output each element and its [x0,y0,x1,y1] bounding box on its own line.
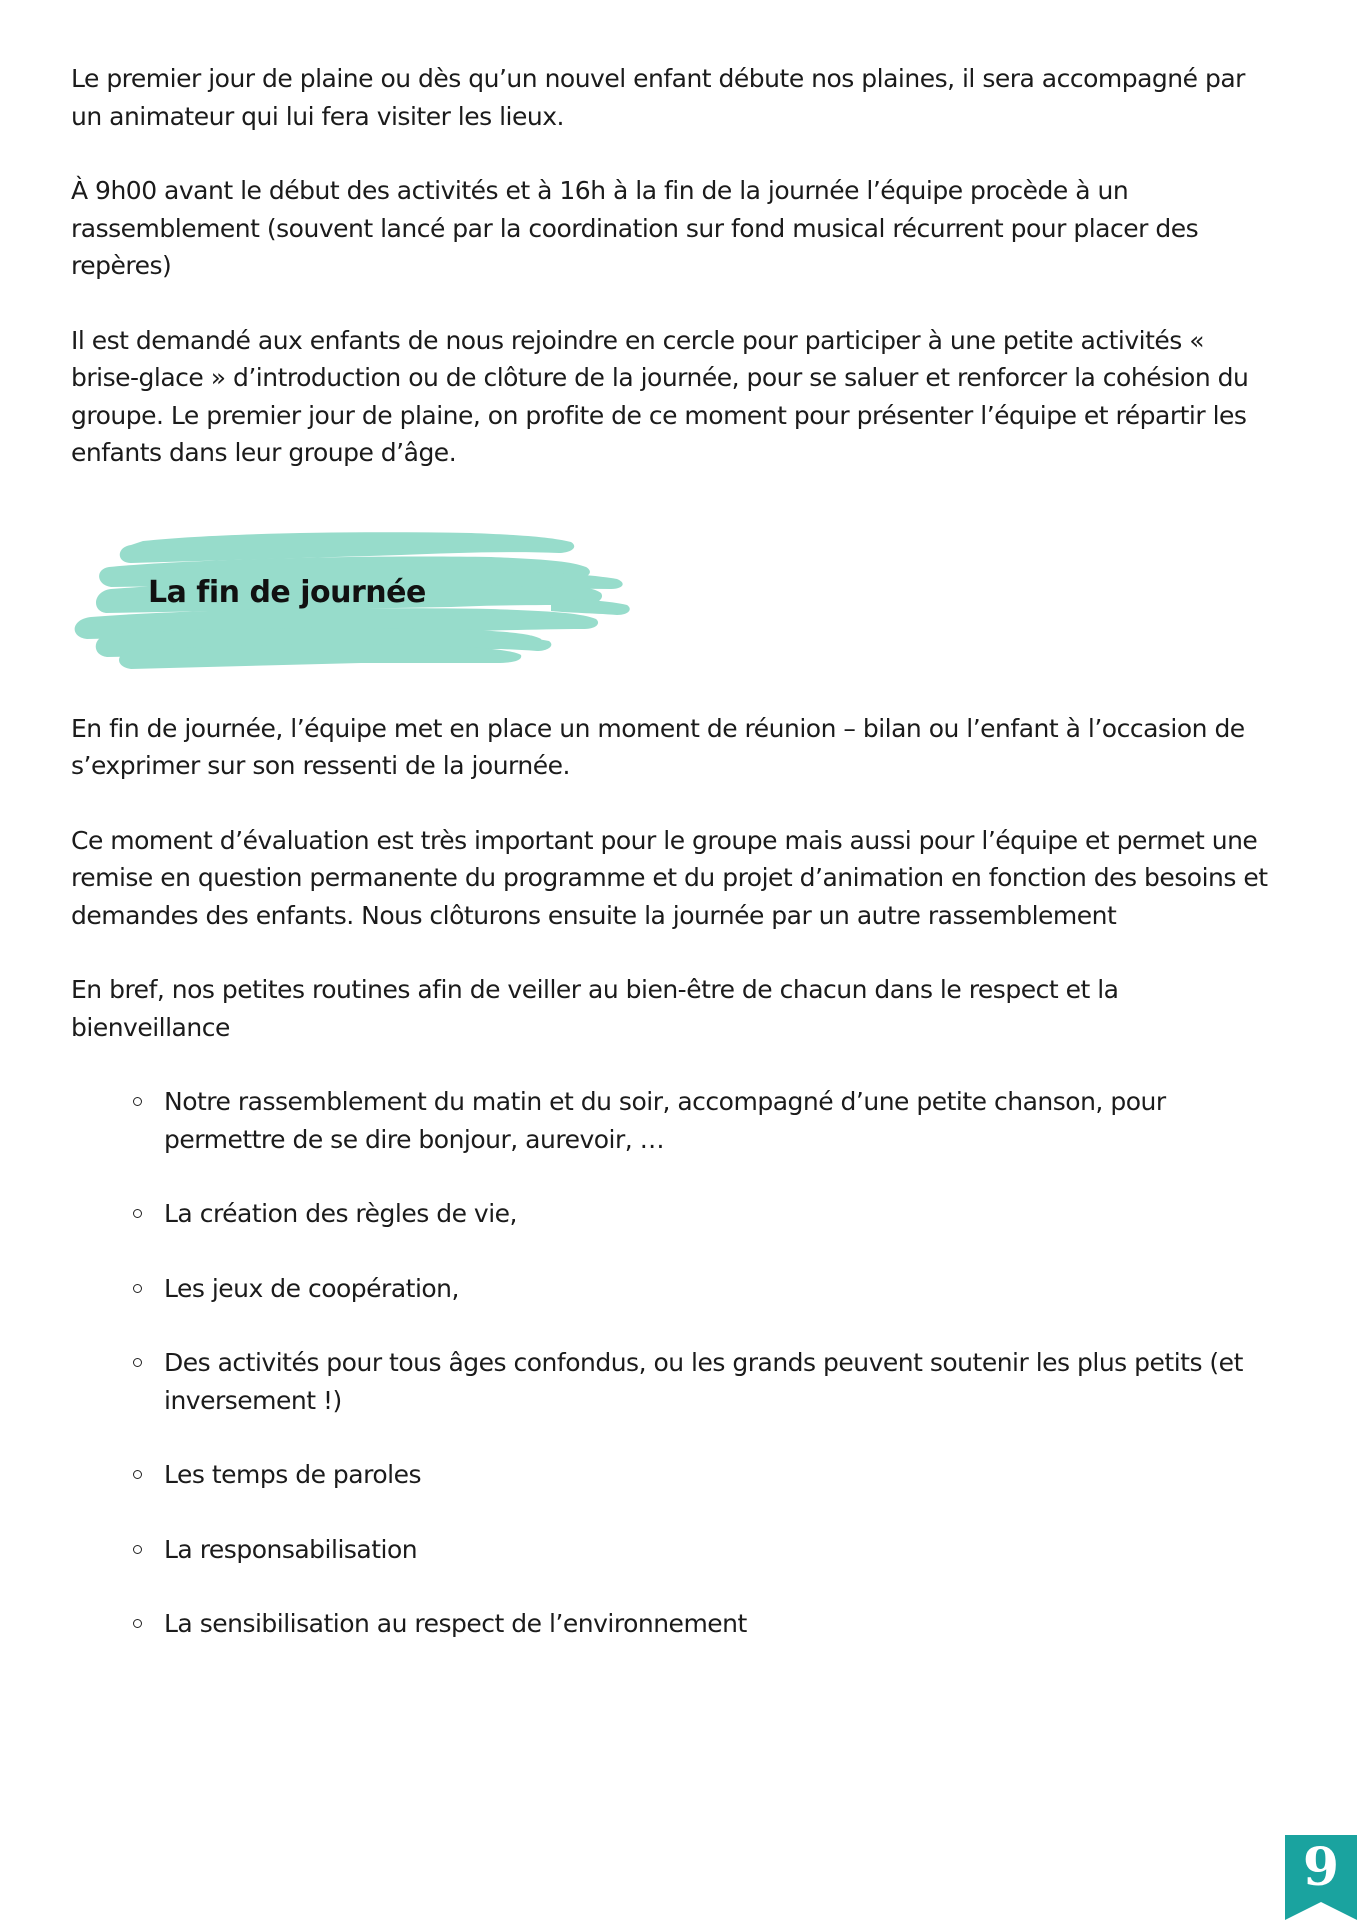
bullet-circle-icon [133,1209,142,1218]
list-item [71,1344,1271,1419]
list-item-text: Notre rassemblement du matin et du soir, accompagné d’une petite chanson, pour permettre de se dire bonjour, aurevoir, … [164,1087,1166,1154]
list-item [71,1270,1271,1308]
bullet-circle-icon [133,1097,142,1106]
list-item-text: Les jeux de coopération, [164,1273,459,1303]
bullet-circle-icon [133,1545,142,1554]
bullet-circle-icon [133,1619,142,1628]
bullet-circle-icon [133,1358,142,1367]
bullet-circle-icon [133,1284,142,1293]
section-heading: La fin de journée [148,574,426,610]
section-heading-block [71,523,711,673]
list-item-text: Les temps de paroles [164,1460,421,1489]
routines-list [71,1083,1271,1643]
list-item-text: La responsabilisation [164,1534,418,1564]
section-paragraph-2: Ce moment d’évaluation est très important pour le groupe mais aussi pour l’équipe et permet une remise en question permanente du programme et du projet d’animation en fonction des besoins et demandes des enfants. Nous clôturons ensuite la journée par un autre rassemblement [71,825,1268,930]
list-item [71,1083,1271,1158]
list-item-text: La sensibilisation au respect de l’environnement [164,1609,747,1638]
intro-paragraph-2: À 9h00 avant le début des activités et à 16h à la fin de la journée l’équipe procède à un rassemblement (souvent lancé par la coordination sur fond musical récurrent pour placer des repères) [71,176,1199,280]
list-item [71,1456,1271,1494]
list-item [71,1195,1271,1233]
section-paragraph-1: En fin de journée, l’équipe met en place un moment de réunion – bilan ou l’enfant à l’occasion de s’exprimer sur son ressenti de la journée. [71,713,1245,780]
page-content [71,60,1271,1680]
list-item-text: La création des règles de vie, [164,1199,517,1228]
page-number: 9 [1302,1837,1340,1898]
page-number-badge [1285,1835,1357,1920]
intro-paragraph-3: Il est demandé aux enfants de nous rejoindre en cercle pour participer à une petite activités « brise-glace » d’introduction ou de clôture de la journée, pour se saluer et renforcer la cohésion du groupe. Le premier jour de plaine, on profite de ce moment pour présenter l’équipe et répartir les enfants dans leur groupe d’âge. [71,325,1249,467]
list-item [71,1605,1271,1643]
list-item [71,1531,1271,1569]
list-item-text: Des activités pour tous âges confondus, ou les grands peuvent soutenir les plus petits (et inversement !) [164,1348,1243,1415]
bullet-circle-icon [133,1470,142,1479]
section-paragraph-3: En bref, nos petites routines afin de veiller au bien-être de chacun dans le respect et la bienveillance [71,975,1119,1042]
intro-paragraph-1: Le premier jour de plaine ou dès qu’un nouvel enfant débute nos plaines, il sera accompagné par un animateur qui lui fera visiter les lieux. [71,64,1245,131]
